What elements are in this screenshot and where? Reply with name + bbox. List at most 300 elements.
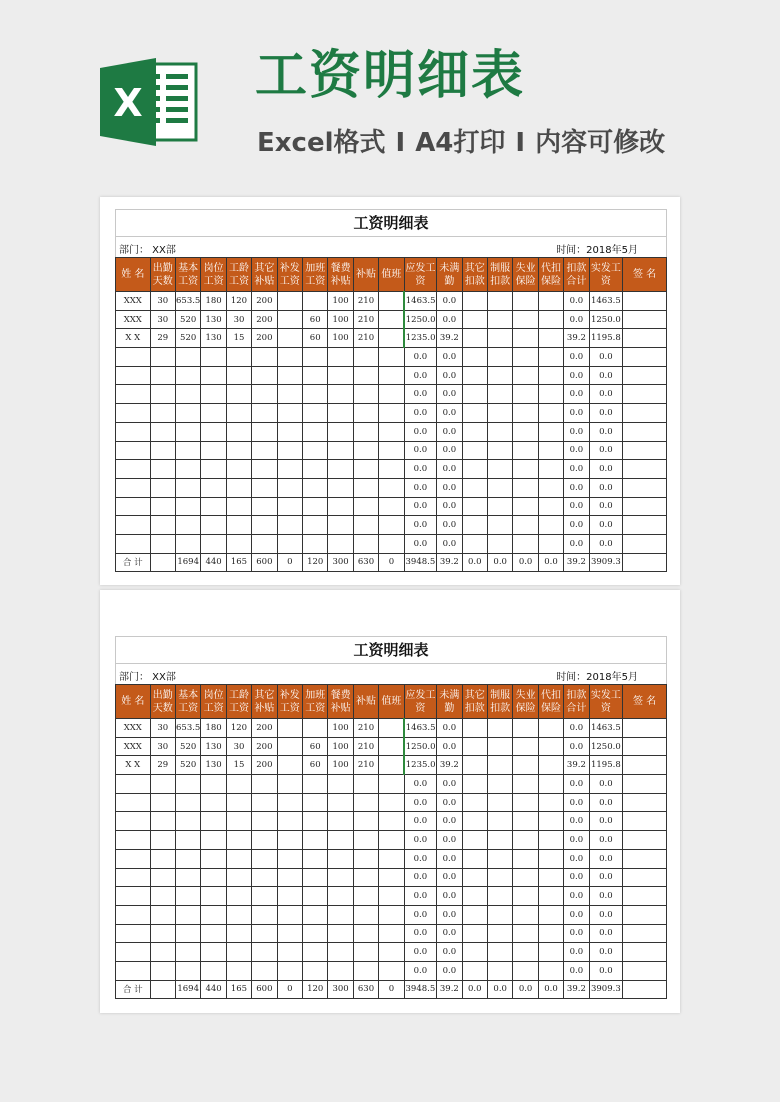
table-cell[interactable] <box>462 756 487 775</box>
table-cell[interactable] <box>513 831 538 850</box>
table-cell[interactable] <box>487 478 512 497</box>
table-cell[interactable] <box>226 812 251 831</box>
table-cell[interactable] <box>353 348 378 367</box>
table-cell[interactable]: 1463.5 <box>404 292 437 311</box>
table-cell[interactable] <box>201 460 226 479</box>
table-cell[interactable]: 0.0 <box>589 404 623 423</box>
table-cell[interactable]: 653.5 <box>175 292 200 311</box>
table-cell[interactable] <box>513 366 538 385</box>
table-cell[interactable] <box>277 887 302 906</box>
table-cell[interactable] <box>513 348 538 367</box>
total-cell[interactable]: 0.0 <box>513 553 538 572</box>
table-cell[interactable]: 0.0 <box>564 441 589 460</box>
table-cell[interactable] <box>487 924 512 943</box>
table-cell[interactable]: 0.0 <box>589 534 623 553</box>
table-cell[interactable] <box>379 310 404 329</box>
table-cell[interactable] <box>353 385 378 404</box>
table-cell[interactable] <box>303 849 328 868</box>
table-cell[interactable] <box>379 831 404 850</box>
table-cell[interactable]: 0.0 <box>437 961 462 980</box>
table-cell[interactable]: 30 <box>226 737 251 756</box>
table-cell[interactable] <box>116 831 151 850</box>
table-cell[interactable] <box>487 366 512 385</box>
table-cell[interactable] <box>175 478 200 497</box>
table-cell[interactable]: 100 <box>328 292 353 311</box>
table-cell[interactable] <box>150 887 175 906</box>
total-cell[interactable]: 0.0 <box>487 980 512 999</box>
table-cell[interactable]: 15 <box>226 329 251 348</box>
table-cell[interactable] <box>379 441 404 460</box>
table-cell[interactable] <box>328 441 353 460</box>
table-cell[interactable] <box>328 404 353 423</box>
table-cell[interactable] <box>487 534 512 553</box>
table-cell[interactable] <box>277 534 302 553</box>
table-cell[interactable] <box>116 497 151 516</box>
table-cell[interactable] <box>462 905 487 924</box>
table-cell[interactable]: 520 <box>175 329 200 348</box>
table-cell[interactable]: 0.0 <box>437 943 462 962</box>
table-cell[interactable] <box>116 348 151 367</box>
table-cell[interactable] <box>277 756 302 775</box>
table-cell[interactable] <box>252 961 277 980</box>
table-cell[interactable] <box>328 497 353 516</box>
table-cell[interactable] <box>353 775 378 794</box>
table-cell[interactable]: 0.0 <box>437 849 462 868</box>
table-cell[interactable]: 0.0 <box>564 887 589 906</box>
table-cell[interactable] <box>487 460 512 479</box>
table-cell[interactable] <box>353 868 378 887</box>
table-cell[interactable] <box>150 366 175 385</box>
table-cell[interactable] <box>462 887 487 906</box>
table-cell[interactable] <box>226 793 251 812</box>
table-cell[interactable] <box>623 516 667 535</box>
table-cell[interactable] <box>462 310 487 329</box>
table-cell[interactable] <box>538 385 563 404</box>
table-cell[interactable] <box>462 775 487 794</box>
table-cell[interactable]: 0.0 <box>437 924 462 943</box>
table-cell[interactable]: 0.0 <box>437 534 462 553</box>
table-cell[interactable] <box>538 534 563 553</box>
table-cell[interactable] <box>277 497 302 516</box>
table-cell[interactable]: 0.0 <box>589 812 623 831</box>
table-cell[interactable] <box>175 422 200 441</box>
table-cell[interactable]: 130 <box>201 737 226 756</box>
table-cell[interactable] <box>487 385 512 404</box>
table-cell[interactable] <box>226 849 251 868</box>
table-cell[interactable] <box>379 497 404 516</box>
table-cell[interactable] <box>379 719 404 738</box>
table-cell[interactable] <box>201 441 226 460</box>
table-cell[interactable]: 0.0 <box>404 868 437 887</box>
table-cell[interactable] <box>175 887 200 906</box>
table-cell[interactable] <box>303 497 328 516</box>
table-cell[interactable]: XXX <box>116 719 151 738</box>
table-cell[interactable] <box>175 831 200 850</box>
table-cell[interactable] <box>353 812 378 831</box>
table-cell[interactable] <box>379 775 404 794</box>
table-cell[interactable]: 100 <box>328 719 353 738</box>
table-cell[interactable]: 0.0 <box>564 422 589 441</box>
table-cell[interactable]: 0.0 <box>437 793 462 812</box>
table-cell[interactable] <box>201 348 226 367</box>
table-cell[interactable] <box>623 849 667 868</box>
table-cell[interactable] <box>379 460 404 479</box>
table-cell[interactable] <box>538 756 563 775</box>
total-cell[interactable]: 120 <box>303 553 328 572</box>
table-cell[interactable] <box>538 422 563 441</box>
table-cell[interactable] <box>328 831 353 850</box>
table-cell[interactable] <box>538 460 563 479</box>
table-cell[interactable]: 200 <box>252 310 277 329</box>
table-cell[interactable] <box>150 812 175 831</box>
table-cell[interactable] <box>252 775 277 794</box>
table-cell[interactable] <box>175 905 200 924</box>
table-cell[interactable]: 100 <box>328 737 353 756</box>
table-cell[interactable] <box>487 775 512 794</box>
table-cell[interactable] <box>277 961 302 980</box>
table-cell[interactable] <box>353 849 378 868</box>
table-cell[interactable] <box>538 943 563 962</box>
table-cell[interactable] <box>462 385 487 404</box>
table-cell[interactable]: 0.0 <box>404 905 437 924</box>
table-cell[interactable] <box>513 385 538 404</box>
table-cell[interactable]: 0.0 <box>564 961 589 980</box>
table-cell[interactable] <box>226 422 251 441</box>
table-cell[interactable] <box>538 887 563 906</box>
table-cell[interactable]: 60 <box>303 310 328 329</box>
table-cell[interactable]: 0.0 <box>404 924 437 943</box>
table-cell[interactable]: 0.0 <box>404 812 437 831</box>
table-cell[interactable] <box>379 868 404 887</box>
table-cell[interactable] <box>175 943 200 962</box>
table-cell[interactable]: 0.0 <box>564 719 589 738</box>
table-cell[interactable] <box>379 329 404 348</box>
table-cell[interactable] <box>175 961 200 980</box>
table-cell[interactable]: 0.0 <box>589 478 623 497</box>
table-cell[interactable]: 39.2 <box>564 329 589 348</box>
table-cell[interactable] <box>150 943 175 962</box>
table-cell[interactable] <box>462 943 487 962</box>
table-cell[interactable] <box>462 329 487 348</box>
total-cell[interactable]: 300 <box>328 980 353 999</box>
table-cell[interactable] <box>328 868 353 887</box>
table-cell[interactable] <box>226 775 251 794</box>
table-cell[interactable] <box>201 497 226 516</box>
table-cell[interactable] <box>379 812 404 831</box>
table-cell[interactable] <box>513 887 538 906</box>
table-cell[interactable]: 30 <box>150 310 175 329</box>
table-cell[interactable] <box>513 737 538 756</box>
table-cell[interactable]: 130 <box>201 329 226 348</box>
table-cell[interactable]: 30 <box>226 310 251 329</box>
table-cell[interactable] <box>116 404 151 423</box>
table-cell[interactable] <box>379 849 404 868</box>
table-cell[interactable]: 1463.5 <box>404 719 437 738</box>
table-cell[interactable]: XXX <box>116 737 151 756</box>
table-cell[interactable] <box>538 793 563 812</box>
table-cell[interactable]: 0.0 <box>564 812 589 831</box>
table-cell[interactable] <box>116 887 151 906</box>
total-cell[interactable]: 165 <box>226 980 251 999</box>
table-cell[interactable] <box>462 422 487 441</box>
table-cell[interactable]: 100 <box>328 310 353 329</box>
table-cell[interactable] <box>328 534 353 553</box>
table-cell[interactable] <box>277 868 302 887</box>
table-cell[interactable] <box>379 534 404 553</box>
table-cell[interactable] <box>303 905 328 924</box>
table-cell[interactable] <box>379 943 404 962</box>
table-cell[interactable]: 30 <box>150 292 175 311</box>
table-cell[interactable] <box>277 812 302 831</box>
table-cell[interactable] <box>252 887 277 906</box>
table-cell[interactable] <box>623 737 667 756</box>
total-cell[interactable]: 3909.3 <box>589 980 623 999</box>
table-cell[interactable]: 0.0 <box>437 348 462 367</box>
table-cell[interactable]: 1235.0 <box>404 329 437 348</box>
table-cell[interactable] <box>513 849 538 868</box>
total-cell[interactable]: 合 计 <box>116 553 151 572</box>
table-cell[interactable] <box>277 831 302 850</box>
table-cell[interactable] <box>226 348 251 367</box>
table-cell[interactable] <box>538 849 563 868</box>
table-cell[interactable]: 200 <box>252 737 277 756</box>
table-cell[interactable] <box>462 719 487 738</box>
total-cell[interactable]: 0.0 <box>538 980 563 999</box>
table-cell[interactable] <box>226 404 251 423</box>
table-cell[interactable] <box>252 924 277 943</box>
table-cell[interactable] <box>116 366 151 385</box>
table-cell[interactable] <box>487 887 512 906</box>
table-cell[interactable]: 0.0 <box>404 534 437 553</box>
table-cell[interactable]: 653.5 <box>175 719 200 738</box>
table-cell[interactable]: 0.0 <box>589 366 623 385</box>
table-cell[interactable] <box>328 849 353 868</box>
table-cell[interactable] <box>252 812 277 831</box>
table-cell[interactable] <box>487 516 512 535</box>
table-cell[interactable] <box>623 961 667 980</box>
table-cell[interactable] <box>513 719 538 738</box>
table-cell[interactable] <box>538 719 563 738</box>
table-cell[interactable] <box>623 478 667 497</box>
total-cell[interactable]: 300 <box>328 553 353 572</box>
table-cell[interactable] <box>623 831 667 850</box>
table-cell[interactable] <box>379 756 404 775</box>
table-cell[interactable] <box>328 961 353 980</box>
table-cell[interactable] <box>150 478 175 497</box>
table-cell[interactable]: 0.0 <box>564 793 589 812</box>
total-cell[interactable]: 0 <box>277 553 302 572</box>
table-cell[interactable]: 130 <box>201 756 226 775</box>
table-cell[interactable] <box>277 366 302 385</box>
table-cell[interactable] <box>116 460 151 479</box>
table-cell[interactable] <box>226 924 251 943</box>
table-cell[interactable] <box>226 460 251 479</box>
table-cell[interactable] <box>277 422 302 441</box>
table-cell[interactable] <box>277 516 302 535</box>
table-cell[interactable]: 39.2 <box>437 756 462 775</box>
table-cell[interactable] <box>150 460 175 479</box>
table-cell[interactable]: 1463.5 <box>589 292 623 311</box>
table-cell[interactable] <box>379 292 404 311</box>
table-cell[interactable] <box>303 534 328 553</box>
table-cell[interactable] <box>277 460 302 479</box>
table-cell[interactable] <box>277 737 302 756</box>
table-cell[interactable] <box>201 924 226 943</box>
total-cell[interactable] <box>150 553 175 572</box>
table-cell[interactable] <box>487 793 512 812</box>
table-cell[interactable]: 0.0 <box>437 887 462 906</box>
table-cell[interactable] <box>328 385 353 404</box>
table-cell[interactable]: 0.0 <box>404 831 437 850</box>
table-cell[interactable] <box>252 404 277 423</box>
table-cell[interactable] <box>303 292 328 311</box>
table-cell[interactable]: 0.0 <box>589 887 623 906</box>
table-cell[interactable] <box>513 516 538 535</box>
table-cell[interactable] <box>487 812 512 831</box>
table-cell[interactable]: 0.0 <box>564 516 589 535</box>
table-cell[interactable] <box>513 775 538 794</box>
table-cell[interactable] <box>538 404 563 423</box>
table-cell[interactable]: 0.0 <box>437 422 462 441</box>
table-cell[interactable]: 0.0 <box>589 793 623 812</box>
table-cell[interactable] <box>487 497 512 516</box>
table-cell[interactable]: 1235.0 <box>404 756 437 775</box>
table-cell[interactable] <box>277 292 302 311</box>
table-cell[interactable] <box>303 460 328 479</box>
table-cell[interactable] <box>116 422 151 441</box>
table-cell[interactable] <box>513 924 538 943</box>
table-cell[interactable] <box>623 404 667 423</box>
table-cell[interactable] <box>328 478 353 497</box>
table-cell[interactable] <box>487 348 512 367</box>
table-cell[interactable] <box>538 348 563 367</box>
table-cell[interactable] <box>623 924 667 943</box>
table-cell[interactable] <box>328 348 353 367</box>
table-cell[interactable] <box>175 497 200 516</box>
table-cell[interactable] <box>175 868 200 887</box>
table-cell[interactable]: 0.0 <box>589 385 623 404</box>
table-cell[interactable]: 0.0 <box>589 831 623 850</box>
table-cell[interactable] <box>353 497 378 516</box>
table-cell[interactable] <box>201 793 226 812</box>
table-cell[interactable]: 0.0 <box>589 516 623 535</box>
table-cell[interactable]: 1463.5 <box>589 719 623 738</box>
table-cell[interactable] <box>513 534 538 553</box>
table-cell[interactable]: 0.0 <box>589 961 623 980</box>
table-cell[interactable] <box>252 905 277 924</box>
table-cell[interactable] <box>175 348 200 367</box>
table-cell[interactable]: 0.0 <box>404 943 437 962</box>
table-cell[interactable]: 0.0 <box>437 868 462 887</box>
table-cell[interactable] <box>175 924 200 943</box>
table-cell[interactable] <box>623 719 667 738</box>
table-cell[interactable]: 0.0 <box>437 775 462 794</box>
table-cell[interactable] <box>538 497 563 516</box>
table-cell[interactable] <box>201 905 226 924</box>
total-cell[interactable] <box>623 553 667 572</box>
table-cell[interactable] <box>175 404 200 423</box>
table-cell[interactable] <box>538 961 563 980</box>
table-cell[interactable] <box>303 961 328 980</box>
table-cell[interactable]: 0.0 <box>589 868 623 887</box>
table-cell[interactable]: 0.0 <box>404 404 437 423</box>
table-cell[interactable] <box>623 775 667 794</box>
table-cell[interactable] <box>328 516 353 535</box>
total-cell[interactable]: 440 <box>201 553 226 572</box>
table-cell[interactable] <box>379 905 404 924</box>
total-cell[interactable]: 630 <box>353 980 378 999</box>
table-cell[interactable]: 0.0 <box>437 497 462 516</box>
table-cell[interactable] <box>353 943 378 962</box>
table-cell[interactable] <box>150 516 175 535</box>
table-cell[interactable] <box>277 348 302 367</box>
table-cell[interactable] <box>623 385 667 404</box>
table-cell[interactable] <box>487 310 512 329</box>
table-cell[interactable] <box>487 404 512 423</box>
total-cell[interactable] <box>623 980 667 999</box>
table-cell[interactable] <box>201 812 226 831</box>
table-cell[interactable] <box>201 961 226 980</box>
table-cell[interactable] <box>513 292 538 311</box>
table-cell[interactable]: 0.0 <box>564 849 589 868</box>
total-cell[interactable]: 0 <box>379 980 404 999</box>
table-cell[interactable] <box>538 366 563 385</box>
table-cell[interactable] <box>116 775 151 794</box>
table-cell[interactable] <box>116 812 151 831</box>
table-cell[interactable] <box>462 516 487 535</box>
table-cell[interactable]: 0.0 <box>564 534 589 553</box>
total-cell[interactable]: 0.0 <box>487 553 512 572</box>
table-cell[interactable] <box>116 478 151 497</box>
table-cell[interactable] <box>353 516 378 535</box>
table-cell[interactable] <box>379 404 404 423</box>
table-cell[interactable] <box>252 943 277 962</box>
table-cell[interactable] <box>277 924 302 943</box>
table-cell[interactable] <box>175 849 200 868</box>
table-cell[interactable] <box>277 719 302 738</box>
table-cell[interactable] <box>328 793 353 812</box>
table-cell[interactable] <box>462 460 487 479</box>
table-cell[interactable]: 0.0 <box>437 812 462 831</box>
table-cell[interactable] <box>201 534 226 553</box>
table-cell[interactable] <box>150 831 175 850</box>
table-cell[interactable] <box>487 905 512 924</box>
table-cell[interactable] <box>623 460 667 479</box>
table-cell[interactable] <box>252 849 277 868</box>
table-cell[interactable] <box>462 793 487 812</box>
table-cell[interactable] <box>623 905 667 924</box>
table-cell[interactable]: 0.0 <box>404 887 437 906</box>
table-cell[interactable] <box>353 441 378 460</box>
table-cell[interactable] <box>252 793 277 812</box>
table-cell[interactable] <box>303 516 328 535</box>
table-cell[interactable]: 0.0 <box>437 310 462 329</box>
table-cell[interactable] <box>538 478 563 497</box>
table-cell[interactable]: 0.0 <box>564 460 589 479</box>
table-cell[interactable]: 0.0 <box>564 310 589 329</box>
table-cell[interactable]: 0.0 <box>437 441 462 460</box>
table-cell[interactable] <box>328 905 353 924</box>
table-cell[interactable] <box>277 310 302 329</box>
table-cell[interactable] <box>353 887 378 906</box>
table-cell[interactable] <box>623 497 667 516</box>
table-cell[interactable] <box>623 868 667 887</box>
table-cell[interactable] <box>462 849 487 868</box>
table-cell[interactable] <box>252 441 277 460</box>
table-cell[interactable] <box>226 478 251 497</box>
table-cell[interactable] <box>462 348 487 367</box>
table-cell[interactable] <box>379 516 404 535</box>
